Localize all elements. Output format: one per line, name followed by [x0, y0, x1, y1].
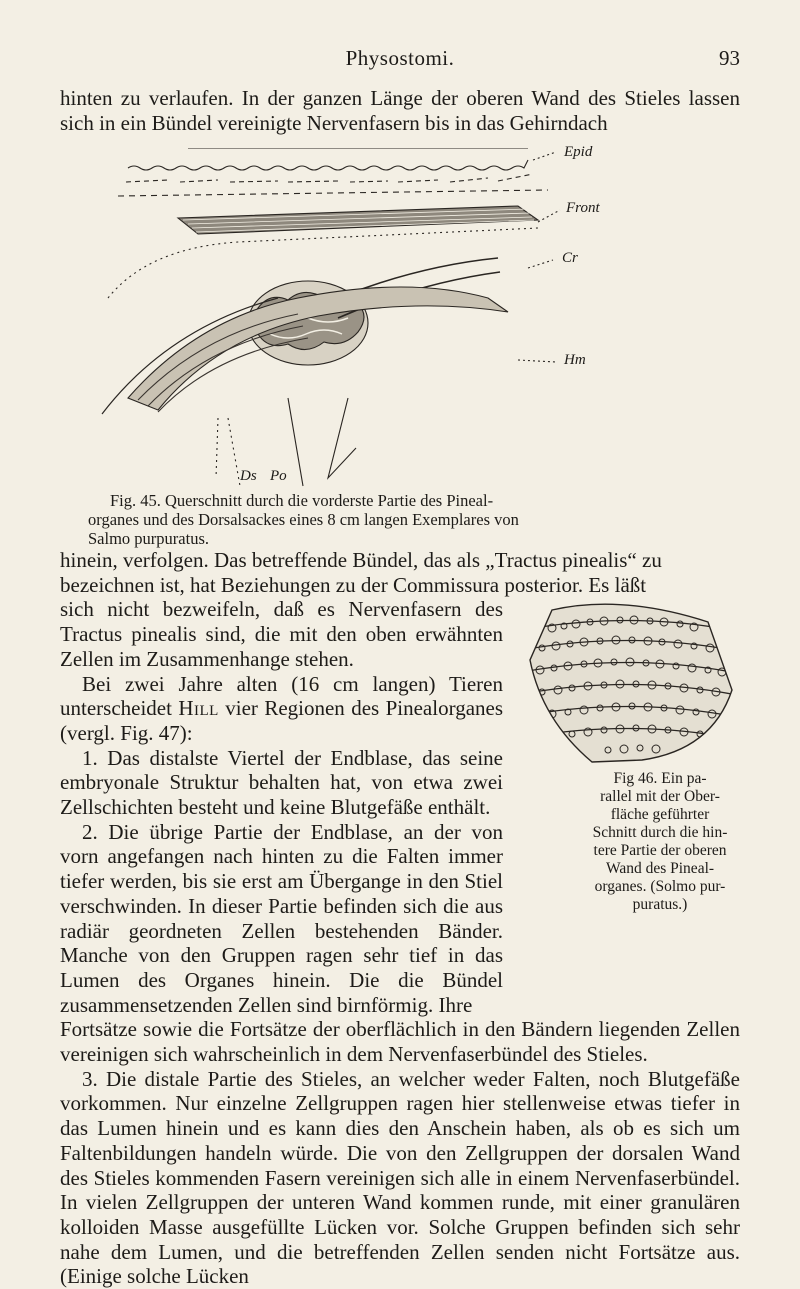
item-1: 1. Das distalste Viertel der Endblase, das seine embryonale Struktur behalten hat, von etwa zwei Zellschichten besteht und keine Blutgefäße enthält. — [60, 745, 503, 820]
figure-45-illustration — [88, 148, 728, 488]
running-title: Physostomi. — [345, 46, 455, 70]
dermis-wave — [128, 160, 528, 170]
item-2: 2. Die übrige Partie der Endblase, an der von vorn angefangen nach hinten zu die Falten immer tiefer werden, bis sie erst am Übergange in den Stiel verschwinden. In dieser Partie befinden sich die aus radiär geordneten Zellen bestehenden Bänder. Manche von den Gruppen ragen sehr tief in das Lumen des Organes hinein. Die die Bündel zusammensetzenden Zellen sind birnförmig. Ihre — [60, 819, 503, 1017]
page-number: 93 — [719, 46, 740, 70]
figure-45-caption-line-3: Salmo purpuratus. — [88, 529, 209, 548]
paragraph-hinein-rest: sich nicht bezweifeln, daß es Nervenfasern des Tractus pinealis sind, die mit den oben erwähnten Zellen im Zusammenhange stehen. — [60, 597, 503, 671]
figure-46-caption-line-4: Schnitt durch die hin- — [592, 824, 728, 841]
hill-post: vier Regionen des Pinealorganes (vergl. Fig. 47): — [60, 696, 504, 745]
dashed-layer-2 — [118, 190, 548, 196]
item-2-continuation: Fortsätze sowie die Fortsätze der oberflächlich in den Bändern liegenden Zellen vereinigen sich wahrscheinlich in dem Nervenfaserbündel des Stieles. — [60, 1017, 740, 1067]
figure-46-caption-line-6: Wand des Pineal- — [605, 860, 715, 877]
dashed-layer-1 — [126, 174, 533, 182]
figure-46-caption-line-7: organes. (Solmo pur- — [594, 878, 726, 895]
figure-46-caption-line-2: rallel mit der Ober- — [600, 788, 720, 805]
label-cr: Cr — [562, 250, 578, 266]
figure-46-caption-line-5: tere Partie der oberen — [593, 842, 727, 859]
running-head — [60, 46, 740, 74]
figure-46-caption — [580, 770, 740, 914]
figure-45 — [88, 144, 728, 528]
figure-45-caption-line-1: Fig. 45. Querschnitt durch die vorderste Partie des Pineal- — [110, 491, 494, 510]
item-3: 3. Die distale Partie des Stieles, an welcher weder Falten, noch Blutgefäße vorkommen. Nur einzelne Zellgruppen ragen hier stellenweise etwas tiefer in das Lumen hinein und es kann dies den Anschein haben, als ob es sich um Faltenbildungen handeln würde. Die von den Zellgruppen der dorsalen Wand des Stieles kommenden Fasern vereinigen sich alle in einem Nervenfaserbündel. In vielen Zellgruppen der unteren Wand kommen runde, mit einer granulären kolloiden Masse ausgefüllte Lücken vor. Solche Gruppen befinden sich sehr nahe dem Lumen, und die betreffenden Zellen senden nicht Fortsätze aus. (Einige solche Lücken — [60, 1066, 740, 1289]
paragraph-top-text: hinten zu verlaufen. In der ganzen Länge der oberen Wand des Stieles lassen sich in ein Bündel vereinigte Nervenfasern bis in das Gehirndach — [60, 86, 740, 135]
section-outline — [530, 604, 732, 762]
paragraph-hinein-line-2: bezeichnen ist, hat Beziehungen zu der Commissura posterior. Es läßt — [60, 572, 647, 597]
label-po: Po — [270, 468, 287, 484]
figure-46-caption-line-1: Fig 46. Ein pa- — [613, 770, 707, 787]
tract-ds — [216, 418, 240, 486]
paragraph-hinein-line-1: hinein, verfolgen. Das betreffende Bündel, das als „Tractus pinealis“ zu — [60, 548, 662, 572]
label-epid: Epid — [564, 144, 593, 160]
figure-46-illustration — [512, 600, 740, 770]
figure-45-caption-line-2: organes und des Dorsalsackes eines 8 cm langen Exemplares von — [88, 510, 519, 529]
label-ds: Ds — [240, 468, 257, 484]
label-front: Front — [566, 200, 600, 216]
tract-po — [288, 398, 356, 486]
author-hill: Hill — [178, 696, 219, 721]
figure-46-caption-line-3: fläche geführter — [610, 806, 710, 823]
paragraph-hill — [60, 672, 503, 746]
label-hm: Hm — [564, 352, 586, 368]
figure-45-caption — [88, 491, 710, 548]
paragraph-top — [60, 86, 740, 135]
hill-pre: Bei zwei Jahre alten (16 cm langen) Tieren unterscheidet — [60, 671, 503, 721]
figure-46 — [512, 600, 740, 770]
figure-46-caption-line-8: puratus.) — [632, 896, 688, 913]
